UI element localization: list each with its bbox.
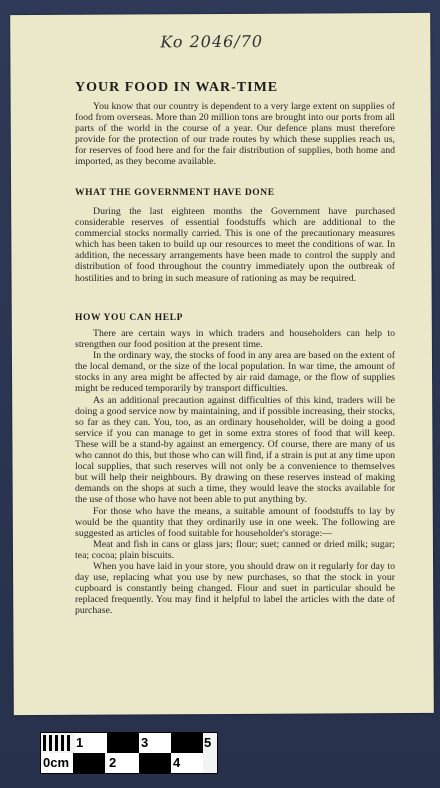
section-heading-help: HOW YOU CAN HELP	[75, 313, 184, 323]
intro-paragraph	[75, 101, 395, 168]
section-government	[75, 206, 395, 284]
help-paragraph-5: Meat and fish in cans or glass jars; flour; suet; canned or dried milk; sugar; tea; cocoa; plain biscuits.	[75, 538, 395, 561]
scale-label-4: 4	[173, 755, 181, 770]
scale-segment	[73, 753, 105, 773]
help-paragraph-6: When you have laid in your store, you should draw on it regularly for day to day use, replacing what you use by new purchases, so that the stock in your cupboard is constantly being changed. Flour and suet in particular should be replaced frequently. You may find it helpful to label the articles with the date of purchase.	[75, 560, 395, 617]
scale-segment	[139, 753, 171, 773]
help-paragraph-3: As an additional precaution against difficulties of this kind, traders will be doing a good service now by maintaining, and if possible increasing, their stocks, so far as they can. You, too, as an ordinary householder, will be doing a good service if you can manage to get in some extra stores of food that will keep. These will be a stand-by against an emergency. Of course, there are many of us who cannot do this, but those who can will find, if a strain is put at any time upon local supplies, that such reserves will not only be a convenience to themselves but will help their neighbours. By drawing on these reserves instead of making demands on the shops at such a time, they would leave the stocks available for the use of those who have not been able to put anything by.	[75, 394, 395, 506]
scale-ticks	[43, 735, 73, 751]
document-title: YOUR FOOD IN WAR-TIME	[75, 80, 279, 95]
archive-reference: Ko 2046/70	[160, 31, 264, 52]
help-paragraph-1: There are certain ways in which traders and householders can help to strengthen our food position at the present time.	[75, 328, 395, 351]
section-heading-government: WHAT THE GOVERNMENT HAVE DONE	[75, 188, 275, 198]
scale-segment	[107, 733, 139, 753]
section-help	[75, 328, 395, 616]
help-paragraph-2: In the ordinary way, the stocks of food in any area are based on the extent of the local demand, or the size of the local population. In war time, the amount of stocks in any area might be affected by air raid damage, or the flow of supplies might be reduced temporarily by transport difficulties.	[75, 350, 395, 395]
scale-label-1: 1	[76, 735, 84, 750]
scale-label-5: 5	[204, 735, 212, 750]
measurement-scale	[40, 732, 218, 774]
scale-label-3: 3	[141, 735, 149, 750]
help-paragraph-4: For those who have the means, a suitable amount of foodstuffs to lay by would be the quantity that they ordinarily use in one week. The following are suggested as articles of food suitable for householder's storage:—	[75, 505, 395, 539]
intro-text: You know that our country is dependent to a very large extent on supplies of food from overseas. More than 20 million tons are brought into our ports from all parts of the world in the course of a year. Our defence plans must therefore provide for the protection of our trade routes by which these supplies reach us, for reserves of food here and for the fair distribution of supplies, both home and imported, as they become available.	[75, 101, 395, 168]
section-government-text: During the last eighteen months the Government have purchased considerable reserves of essential foodstuffs which are additional to the commercial stocks normally carried. This is one of the precautionary measures which has been taken to build up our resources to meet the conditions of war. In addition, the necessary arrangements have been made to control the supply and distribution of food throughout the country immediately upon the outbreak of hostilities and to bring in such measure of rationing as may be required.	[75, 206, 395, 284]
scale-segment	[171, 733, 203, 753]
scale-label-2: 2	[109, 755, 117, 770]
scale-label-0cm: 0cm	[43, 755, 70, 770]
